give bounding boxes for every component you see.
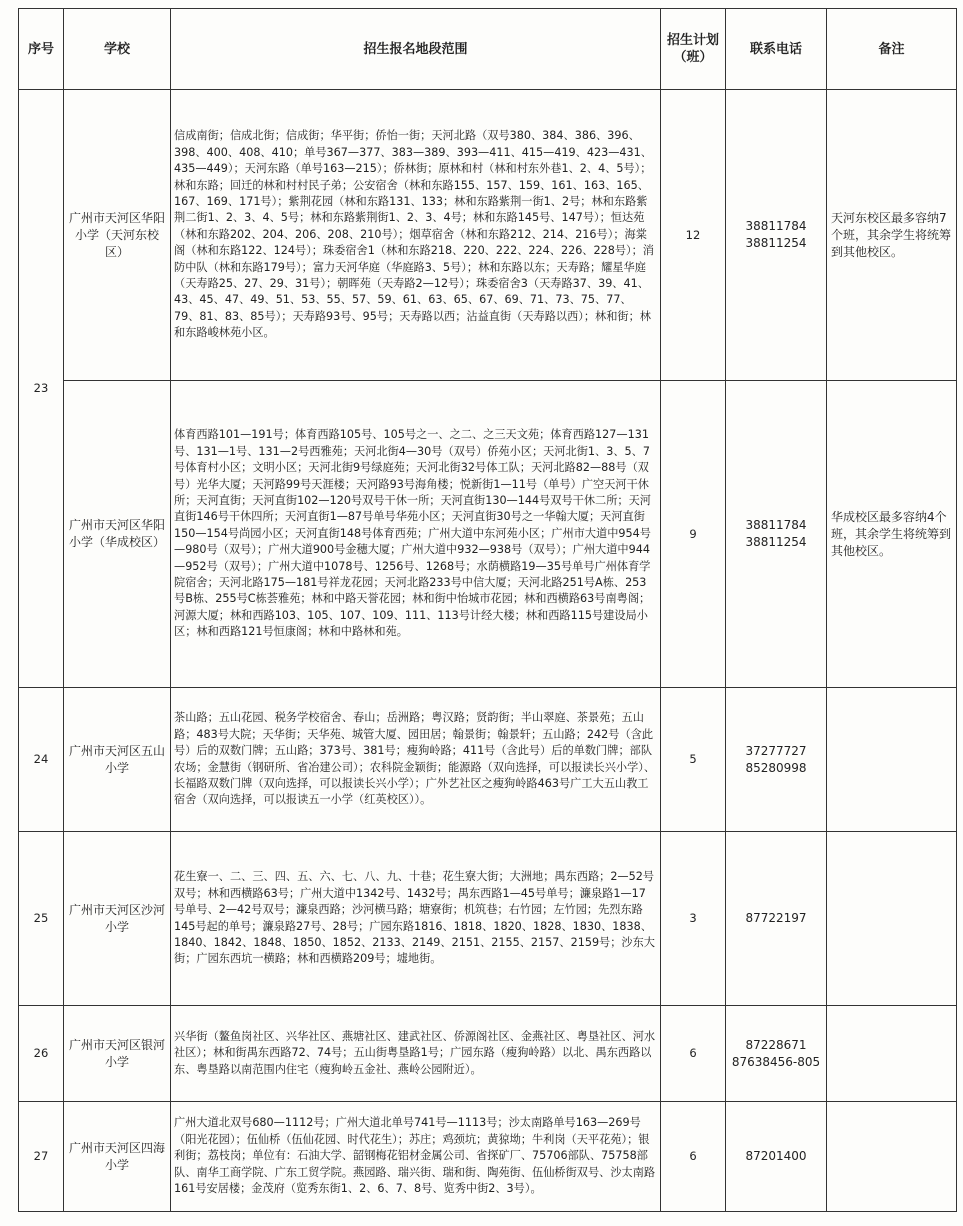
enrollment-plan: 6 [661,1102,726,1212]
enrollment-plan: 12 [661,90,726,381]
school-name: 广州市天河区银河小学 [64,1006,171,1102]
enrollment-table [18,8,957,1212]
header-phone: 联系电话 [726,9,827,90]
remark [827,688,957,832]
remark [827,1102,957,1212]
header-plan: 招生计划（班） [661,9,726,90]
table-row [19,688,957,832]
enrollment-range: 广州大道北双号680—1112号；广州大道北单号741号—1113号；沙太南路单号163—269号（阳光花园）；伍仙桥（伍仙花园、时代花生）；苏庄；鸡颈坑；黄猄坳；牛利岗（天平花苑）；银利街；荔枝岗；单位有：石油大学、韶钢梅花铝材金属公司、省探矿厂、75706部队、75758部队、南华工商学院、广东工贸学院。燕园路、瑞兴街、瑞和街、陶苑街、伍仙桥街双号、沙太南路161号安居楼；金茂府（览秀东街1、2、6、7、8号、览秀中街2、3号）。 [171,1102,661,1212]
enrollment-plan: 9 [661,381,726,688]
school-name: 广州市天河区四海小学 [64,1102,171,1212]
row-number: 24 [19,688,64,832]
row-number: 23 [19,90,64,688]
contact-phone [726,688,827,832]
phone-number: 87722197 [745,911,807,925]
enrollment-plan: 5 [661,688,726,832]
table-row [19,381,957,688]
school-name: 广州市天河区华阳小学（华成校区） [64,381,171,688]
phone-number: 38811254 [745,535,807,549]
remark [827,832,957,1006]
header-school: 学校 [64,9,171,90]
enrollment-range: 花生寮一、二、三、四、五、六、七、八、九、十巷；花生寮大街；大洲地；禺东西路；2—52号双号；林和西横路63号；广州大道中1342号、1432号；禺东西路1—45号单号；濂泉路1—17号单号、2—42号双号；濂泉西路；沙河横马路；塘寮街；机筑巷；右竹园；左竹园；先烈东路145号起的单号；濂泉路27号、28号；广园东路1816、1818、1820、1828、1830、1838、1840、1842、1848、1850、1852、2133、2149、2151、2155、2157、2159号；沙东大街；广园东西坑一横路；林和西横路209号；墟地街。 [171,832,661,1006]
row-number: 26 [19,1006,64,1102]
school-name: 广州市天河区华阳小学（天河东校区） [64,90,171,381]
phone-number: 38811784 [745,518,807,532]
remark: 天河东校区最多容纳7个班，其余学生将统筹到其他校区。 [827,90,957,381]
row-number: 27 [19,1102,64,1212]
table-row [19,832,957,1006]
contact-phone [726,1102,827,1212]
remark: 华成校区最多容纳4个班，其余学生将统筹到其他校区。 [827,381,957,688]
enrollment-plan: 3 [661,832,726,1006]
contact-phone [726,832,827,1006]
header-note: 备注 [827,9,957,90]
phone-number: 37277727 [745,743,807,758]
phone-number: 87228671 [745,1037,807,1052]
table-row [19,1102,957,1212]
phone-number: 87201400 [745,1149,807,1163]
phone-number: 38811254 [745,236,807,250]
contact-phone [726,90,827,381]
contact-phone [726,381,827,688]
table-row [19,1006,957,1102]
header-row [19,9,957,90]
enrollment-plan: 6 [661,1006,726,1102]
phone-number: 38811784 [745,219,807,233]
contact-phone [726,1006,827,1102]
phone-number: 87638456-805 [731,1054,821,1069]
remark [827,1006,957,1102]
table-row [19,90,957,381]
row-number: 25 [19,832,64,1006]
header-no: 序号 [19,9,64,90]
header-range: 招生报名地段范围 [171,9,661,90]
enrollment-range: 兴华街（鳌鱼岗社区、兴华社区、燕塘社区、建武社区、侨源阁社区、金燕社区、粤垦社区、河水社区）；林和街禺东西路72、74号；五山街粤垦路1号；广园东路（瘦狗岭路）以北、禺东西路以东、粤垦路以南范围内住宅（瘦狗岭五金社、燕岭公园附近）。 [171,1006,661,1102]
phone-number: 85280998 [745,760,807,775]
enrollment-range: 体育西路101—191号；体育西路105号、105号之一、之二、之三天文苑；体育西路127—131号、131—1号、131—2号西雅苑；天河北街4—30号（双号）侨苑小区；天河北街1、3、5、7号体育村小区；文明小区；天河北街9号绿庭苑；天河北街32号体工队；天河北路82—88号（双号）光华大厦；天河路99号天涯楼；天河路93号海角楼；悦新街1—11号（单号）广空天河干休所；天河直街；天河直街102—120号双号干休一所；天河直街130—144号双号干休二所；天河直街146号干休四所；天河直街1—87号单号华苑小区；天河直街30号之一华翰大厦；天河直街150—154号尚园小区；天河直街148号体育西苑；广州大道中东河苑小区；广州市大道中954号—980号（双号）；广州大道900号金穗大厦；广州大道中932—938号（双号）；广州大道中944—952号（双号）；广州大道中1078号、1256号、1268号；水荫横路19—35号单号广州体育学院宿舍；天河北路175—181号祥龙花园；天河北路233号中信大厦；天河北路251号A栋、253号B栋、255号C栋荟雅苑；林和中路天誉花园；林和街中怡城市花园；林和西横路63号南粤阁；河源大厦；林和西路103、105、107、109、111、113号计经大楼；林和西路115号建设局小区；林和西路121号恒康阁；林和中路林和苑。 [171,381,661,688]
enrollment-range: 信成南街；信成北街；信成街；华平街；侨怡一街；天河北路（双号380、384、386、396、398、400、408、410；单号367—377、383—389、393—411、415—419、423—431、435—449）；天河东路（单号163—215）；侨林街；原林和村（林和村东外巷1、2、4、5号）；林和东路；回迁的林和村村民子弟；公安宿舍（林和东路155、157、159、161、163、165、167、169、171号）；紫荆花园（林和东路131、133；林和东路紫荆一街1、2号；林和东路紫荆二街1、2、3、4、5号；林和东路紫荆街1、2、3、4号；林和东路145号、147号）；恒达苑（林和东路202、204、206、208、210号）；烟草宿舍（林和东路212、214、216号）；海棠阁（林和东路122、124号）；珠委宿舍1（林和东路218、220、222、224、226、228号）；消防中队（林和东路179号）；富力天河华庭（华庭路3、5号）；林和东路以东；天寿路；耀星华庭（天寿路25、27、29、31号）；朝晖苑（天寿路2—12号）；珠委宿舍3（天寿路37、39、41、43、45、47、49、51、53、55、57、59、61、63、65、67、69、71、73、75、77、79、81、83、85号）；天寿路93号、95号；天寿路以西；沾益直街（天寿路以西）；林和街；林和东路峻林苑小区。 [171,90,661,381]
school-name: 广州市天河区五山小学 [64,688,171,832]
enrollment-range: 茶山路；五山花园、税务学校宿舍、春山；岳洲路；粤汉路；贤韵街；半山翠庭、茶景苑；五山路；483号大院；天华街；天华苑、城管大厦、园田居；翰景街；翰景轩；五山路；242号（含此号）后的双数门牌；五山路；373号、381号；瘦狗岭路；411号（含此号）后的单数门牌；部队农场；金慧街（钢研所、省冶建公司）；农科院金颖街；能源路（双向选择，可以报读长兴小学）、长福路双数门牌（双向选择，可以报读长兴小学）；广外艺社区之瘦狗岭路463号广工大五山教工宿舍（双向选择，可以报读五一小学（红英校区））。 [171,688,661,832]
school-name: 广州市天河区沙河小学 [64,832,171,1006]
